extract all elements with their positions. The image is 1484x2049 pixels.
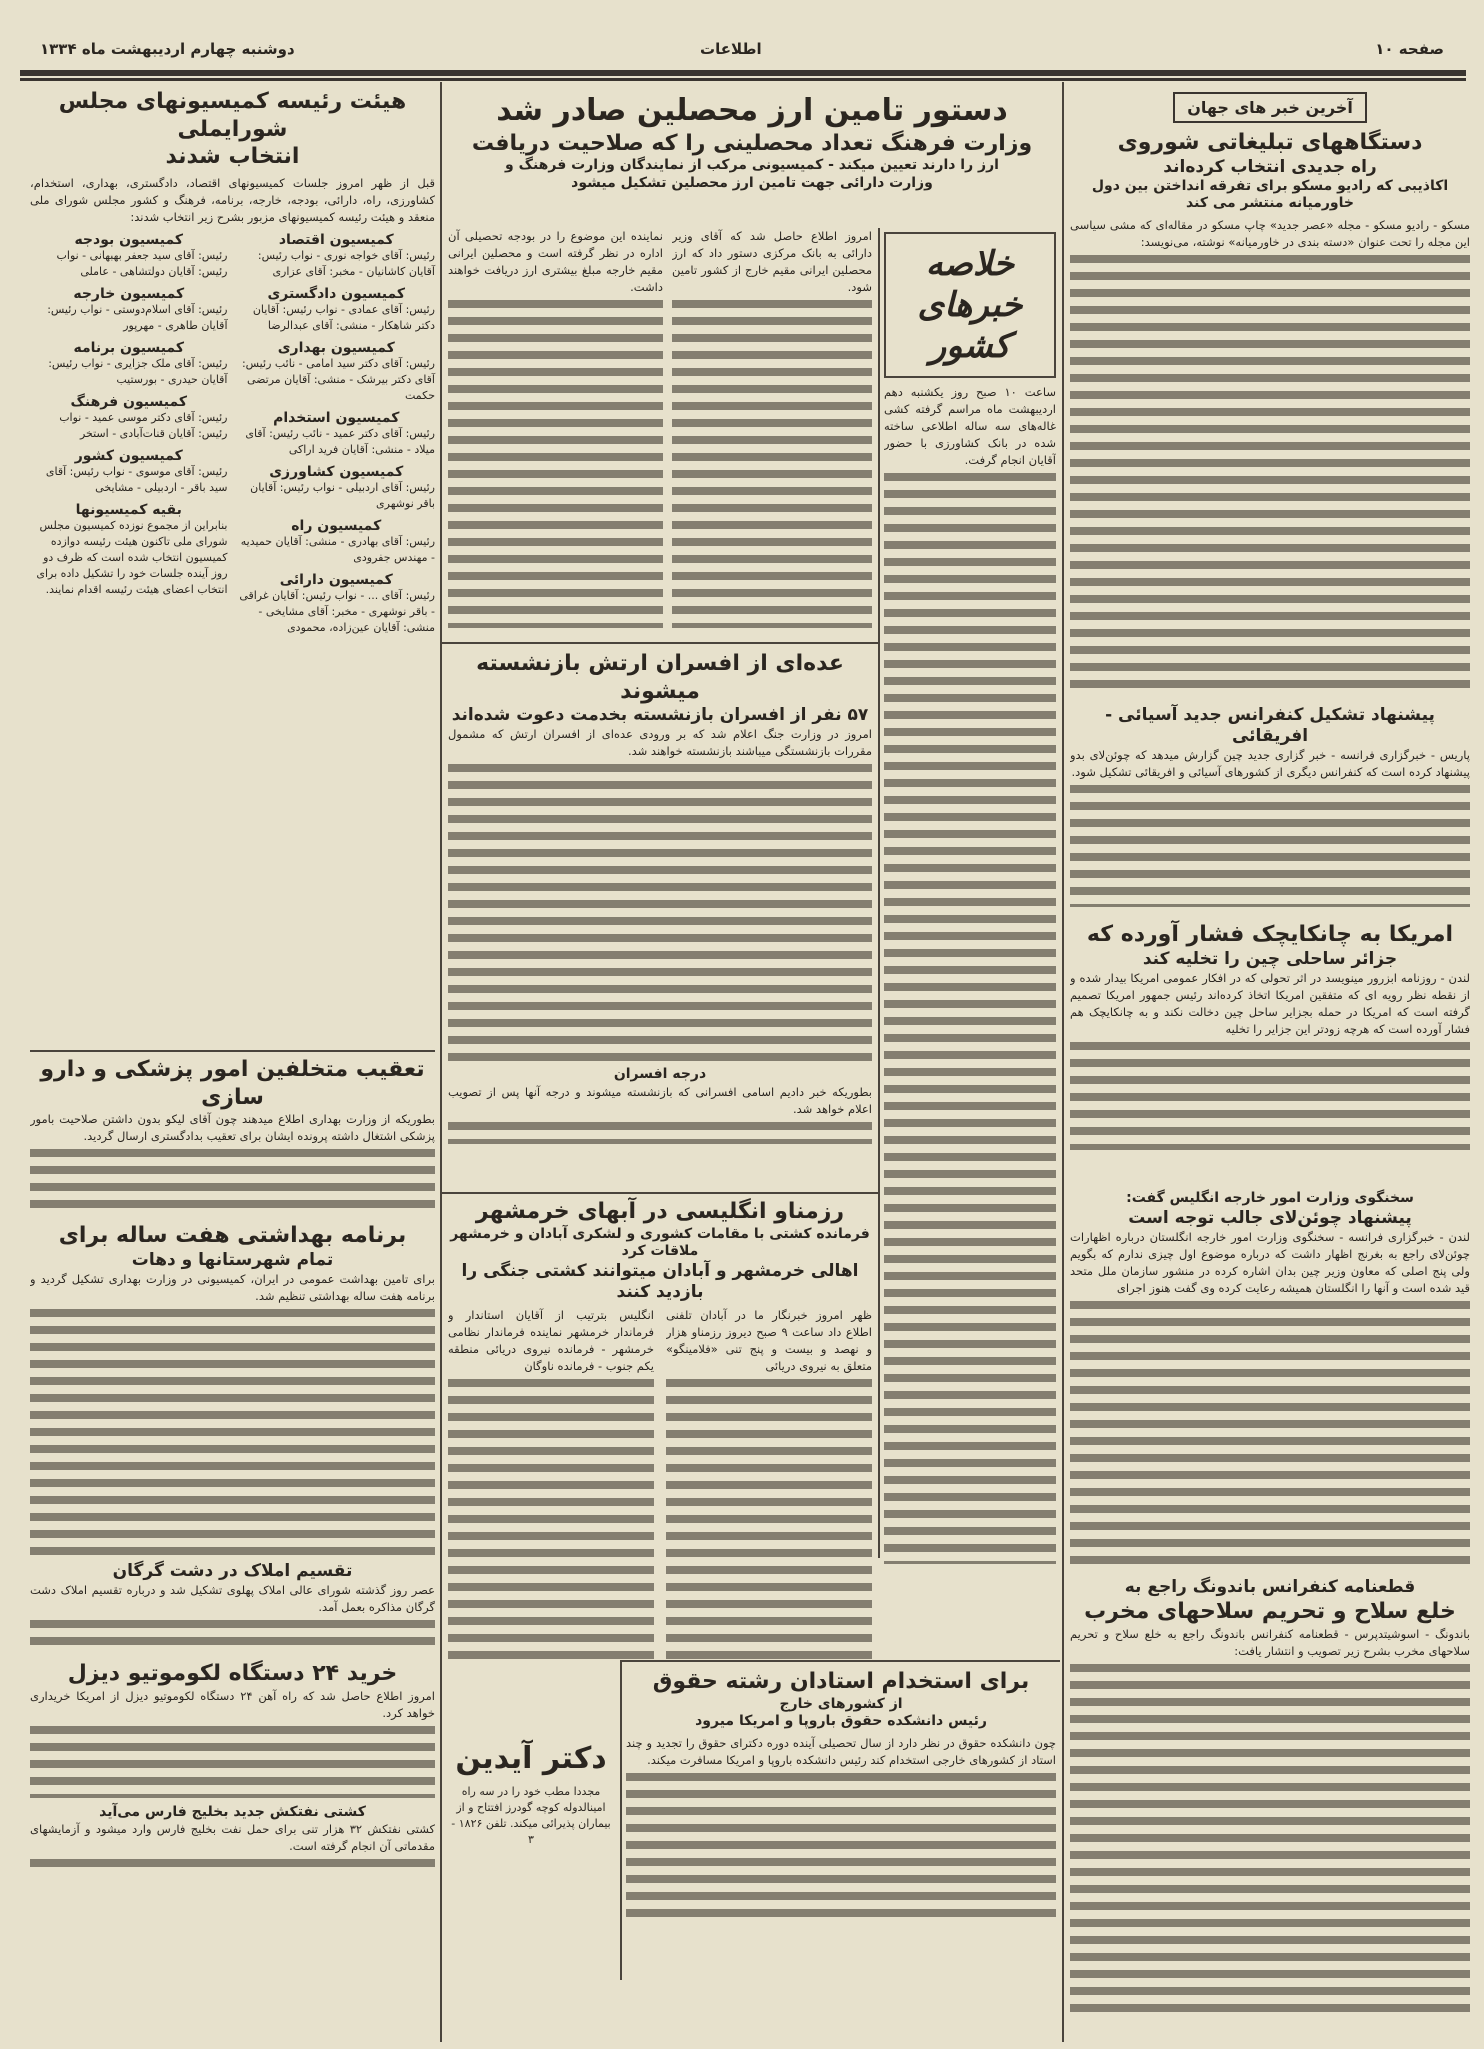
subheadline: اهالی خرمشهر و آبادان میتوانند کشتی جنگی را بازدید کنند xyxy=(461,1260,859,1302)
headline: تعقیب متخلفین امور پزشکی و دارو سازی xyxy=(40,1057,425,1110)
headline: دستور تامین ارز محصلین صادر شد xyxy=(496,93,1008,128)
article-body xyxy=(1070,970,1470,1150)
article-body xyxy=(30,1271,435,1561)
headline: خرید ۲۴ دستگاه لکوموتیو دیزل xyxy=(67,1661,398,1686)
headline: عده‌ای از افسران ارتش بازنشسته میشوند xyxy=(476,651,844,704)
column-divider xyxy=(620,1660,622,1980)
headline: دستگاههای تبلیغاتی شوروی xyxy=(1117,130,1423,155)
subheadline: فرمانده کشتی با مقامات کشوری و لشکری آبادان و خرمشهر ملاقات کرد xyxy=(450,1225,870,1259)
article-body xyxy=(626,1735,1056,1925)
commission-name: کمیسیون برنامه xyxy=(73,339,184,356)
section-box-label: آخرین خبر های جهان xyxy=(1173,92,1367,123)
subheadline: اکاذیبی که رادیو مسکو برای تفرقه انداختن بین دول خاورمیانه منتشر می کند xyxy=(1091,177,1449,212)
commission-name: کمیسیون دادگستری xyxy=(267,285,406,302)
domestic-news-summary xyxy=(884,232,1056,1564)
commission-name: کمیسیون کشاورزی xyxy=(269,463,404,480)
doctor-advertisement xyxy=(448,1740,614,1848)
divider xyxy=(30,1050,435,1052)
commission-members: رئیس: آقای موسوی - نواب رئیس: آقای سید باقر - اردبیلی - مشایخی xyxy=(45,464,228,494)
page-number: صفحه ۱۰ xyxy=(1375,40,1444,58)
newspaper-name: اطلاعات xyxy=(700,40,762,58)
article-text: امروز اطلاع حاصل شد که راه آهن ۲۴ دستگاه لکوموتیو دیزل از امریکا خریداری خواهد کرد. xyxy=(30,1688,435,1720)
kicker: سخنگوی وزارت امور خارجه انگلیس گفت: xyxy=(1126,1190,1414,1206)
main-article xyxy=(448,92,1056,192)
article-text: برای تامین بهداشت عمومی در ایران، کمیسیونی در وزارت بهداری تشکیل گردید و برنامه هفت ساله بهداشتی تنظیم شد. xyxy=(30,1271,435,1303)
article-text: قبل از ظهر امروز جلسات کمیسیونهای اقتصاد، دادگستری، بهداری، استخدام، کشاورزی، راه، دارائی، بودجه، خارجه، برنامه، فرهنگ و کشور مجلس شورای ملی منعقد و هیئت رئیسه کمیسیونهای مزبور بشرح زیر انتخاب شدند: xyxy=(30,175,435,224)
subheadline: وزارت دارائی جهت تامین ارز محصلین تشکیل میشود xyxy=(571,174,933,191)
commission-members: رئیس: آقای دکتر عمید - نائب رئیس: آقای میلاد - منشی: آقایان فرید اراکی xyxy=(245,426,435,456)
column-divider xyxy=(1062,82,1064,2042)
article-body xyxy=(30,1582,435,1652)
commission-members: بنابراین از مجموع نوزده کمیسیون مجلس شورای ملی تاکنون هیئت رئیسه دوازده کمیسیون انتخاب شده است که ظرف دو روز آینده جلسات خود را تشکیل داده برای انتخاب اعضای هیئت رئیسه اقدام نمایند. xyxy=(36,518,228,596)
commission-members: رئیس: آقای دکتر موسی عمید - نواب رئیس: آقایان قنات‌آبادی - استخر xyxy=(59,410,228,440)
subheadline: رئیس دانشکده حقوق باروپا و امریکا میرود xyxy=(695,1713,987,1729)
subheadline: ۵۷ نفر از افسران بازنشسته بخدمت دعوت شده‌اند xyxy=(451,705,869,725)
article-text: بطوریکه از وزارت بهداری اطلاع میدهند چون آقای لیکو بدون داشتن صلاحیت بامور پزشکی اشتغال داشته پرونده ایشان برای تعقیب بدادگستری ارسال گردید. xyxy=(30,1112,435,1143)
left-column-lower xyxy=(30,1056,435,1873)
commission-name: کمیسیون دارائی xyxy=(279,571,393,588)
commission-list-right xyxy=(238,226,436,1016)
column-divider xyxy=(878,228,880,1558)
subheadline: راه جدیدی انتخاب کرده‌اند xyxy=(1163,156,1377,177)
article-text: امروز اطلاع حاصل شد که آقای وزیر دارائی به بانک مرکزی دستور داد که ارز محصلین ایرانی مقیم خارج از کشور تامین شود. xyxy=(672,229,872,294)
world-news-section xyxy=(1070,92,1470,2016)
issue-date: دوشنبه چهارم اردیبهشت ماه ۱۳۳۴ xyxy=(40,40,295,58)
headline: انتخاب شدند xyxy=(165,144,300,169)
commission-lists xyxy=(30,226,435,1016)
commission-members: رئیس: آقای عمادی - نواب رئیس: آقایان دکتر شاهکار - منشی: آقای عبدالرضا xyxy=(252,302,435,332)
article-body xyxy=(1070,217,1470,697)
commission-name: بقیه کمیسیونها xyxy=(75,501,182,518)
article-text: امروز در وزارت جنگ اعلام شد که بر ورودی عده‌ای از افسران ارتش که مشمول مقررات بازنشستگی میباشند بازنشسته خواهند شد. xyxy=(448,727,872,759)
subheadline: درجه افسران xyxy=(613,1066,707,1083)
commission-name: کمیسیون اقتصاد xyxy=(278,231,394,248)
commission-members: رئیس: آقای خواجه نوری - نواب رئیس: آقایان کاشانیان - مخبر: آقای عزاری xyxy=(257,248,435,278)
headline: قطعنامه کنفرانس باندونگ راجع به xyxy=(1124,1576,1416,1597)
divider xyxy=(442,642,878,644)
article-body xyxy=(448,726,872,1066)
headline: رزمناو انگلیسی در آبهای خرمشهر xyxy=(475,1199,845,1224)
column-divider xyxy=(440,82,442,2042)
commission-name: کمیسیون استخدام xyxy=(273,409,400,426)
article-body xyxy=(30,1821,435,1873)
headline: تقسیم املاک در دشت گرگان xyxy=(112,1560,353,1581)
subheadline: وزارت فرهنگ تعداد محصلینی را که صلاحیت دریافت xyxy=(471,130,1033,156)
left-column xyxy=(30,88,435,1016)
article-text: نماینده این موضوع را در بودجه تحصیلی آن اداره در نظر گرفته است و محصلین ایرانی مقیم خارجه مبلغ بیشتری ارز دریافت خواهند داشت. xyxy=(448,229,663,294)
commission-members: رئیس: آقای سید جعفر بهبهانی - نواب رئیس: آقایان دولتشاهی - عاملی xyxy=(56,248,228,278)
commission-members: رئیس: آقای بهادری - منشی: آقایان حمیدیه - مهندس جفرودی xyxy=(240,534,435,564)
ad-text: مجددا مطب خود را در سه راه امینالدوله کوچه گودرز افتتاح و از بیماران پذیرائی میکند. تلفن ۱۸۲۶ - ۳ xyxy=(451,1784,611,1846)
commission-name: کمیسیون بهداری xyxy=(277,339,395,356)
article-text: عصر روز گذشته شورای عالی املاک پهلوی تشکیل شد و درباره تقسیم املاک دشت گرگان مذاکره بعمل آمد. xyxy=(30,1583,435,1614)
article-body xyxy=(672,228,872,628)
officers-article xyxy=(448,650,872,1144)
headline: برای استخدام استادان رشته حقوق xyxy=(652,1669,1030,1694)
subheadline: تمام شهرستانها و دهات xyxy=(131,1249,334,1270)
commission-members: رئیس: آقای ... - نواب رئیس: آقایان غراقی - باقر نوشهری - مخبر: آقای مشایخی - منشی: آقایان عین‌زاده، محمودی xyxy=(239,588,435,634)
commission-name: کمیسیون فرهنگ xyxy=(70,393,187,410)
headline: برنامه بهداشتی هفت ساله برای xyxy=(58,1223,407,1248)
article-body xyxy=(448,1307,654,1667)
commission-name: کمیسیون بودجه xyxy=(74,231,184,248)
commission-members: رئیس: آقای اسلام‌دوستی - نواب رئیس: آقایان طاهری - مهرپور xyxy=(47,302,228,332)
headline: هیئت رئیسه کمیسیونهای مجلس شورایملی xyxy=(58,89,407,142)
article-text: مسکو - رادیو مسکو - مجله «عصر جدید» چاپ مسکو در مقاله‌ای که مشی سیاسی این مجله را تحت عنوان «دسته بندی در خاورمیانه» نوشته، می‌نویسد: xyxy=(1070,217,1470,249)
article-text: ظهر امروز خبرنگار ما در آبادان تلفنی اطلاع داد ساعت ۹ صبح دیروز رزمناو هزار و نهصد و بیست و پنج تنی «فلامینگو» متعلق به نیروی دریائی xyxy=(666,1308,872,1373)
commission-members: رئیس: آقای ملک جزایری - نواب رئیس: آقایان حیدری - بورستیب xyxy=(48,356,228,386)
commission-name: کمیسیون راه xyxy=(291,517,382,534)
commission-list-left xyxy=(30,226,228,1016)
divider xyxy=(442,1192,878,1194)
headline: کشتی نفتکش جدید بخلیج فارس می‌آید xyxy=(99,1803,366,1820)
article-text: ساعت ۱۰ صبح روز یکشنبه دهم اردیبهشت ماه مراسم گرفته کشی غاله‌های سه ساله اطلاعی ساخته شده در بانک کشاورزی با حضور آقایان انجام گرفت. xyxy=(884,385,1056,468)
section-title: خلاصه خبرهای کشور xyxy=(884,232,1056,378)
divider xyxy=(620,1660,1060,1662)
headline: خلع سلاح و تحریم سلاحهای مخرب xyxy=(1084,1599,1456,1624)
article-text: انگلیس بترتیب از آقایان استاندار و فرماندار خرمشهر نماینده فرماندار نظامی خرمشهر - فرمانده نیروی دریائی منطقه یکم جنوب - فرمانده ناوگان xyxy=(448,1308,654,1373)
headline: امریکا به چانکایچک فشار آورده که xyxy=(1086,922,1454,948)
article-body xyxy=(1070,747,1470,907)
law-professors-article xyxy=(626,1668,1056,1925)
article-body xyxy=(1070,1626,1470,2016)
article-text: پاریس - خبرگزاری فرانسه - خبر گزاری جدید چین گزارش میدهد که چوئن‌لای بدو پیشنهاد کرده است که کنفرانس دیگری از کشورهای آسیائی و افریقائی تشکیل شود. xyxy=(1070,748,1470,780)
warship-article xyxy=(448,1198,872,1667)
article-body xyxy=(666,1307,872,1667)
article-text: بطوریکه خبر دادیم اسامی افسرانی که بازنشسته میشوند و درجه آنها پس از تصویب اعلام خواهد شد. xyxy=(448,1084,872,1116)
article-body xyxy=(30,1688,435,1798)
ad-title: دکتر آیدین xyxy=(455,1741,607,1776)
article-text: چون دانشکده حقوق در نظر دارد از سال تحصیلی آینده دوره دکترای حقوق را تجدید و چند استاد از کشورهای خارجی استخدام کند رئیس دانشکده باروپا و امریکا مسافرت میکند. xyxy=(626,1735,1056,1767)
subheadline: جزائر ساحلی چین را تخلیه کند xyxy=(1142,948,1398,969)
subheadline: از کشورهای خارج xyxy=(779,1695,903,1712)
article-body xyxy=(30,1111,435,1216)
commission-name: کمیسیون کشور xyxy=(74,447,183,464)
article-text: باندونگ - اسوشیتدپرس - قطعنامه کنفرانس باندونگ راجع به خلع سلاح و تحریم سلاحهای مخرب بشرح زیر تصویب و انتشار یافت: xyxy=(1070,1626,1470,1658)
commission-members: رئیس: آقای اردبیلی - نواب رئیس: آقایان باقر نوشهری xyxy=(250,480,435,510)
article-body xyxy=(884,384,1056,1564)
commission-members: رئیس: آقای دکتر سید امامی - نائب رئیس: آقای دکتر بیرشک - منشی: آقایان مرتضی حکمت xyxy=(241,356,435,402)
commission-name: کمیسیون خارجه xyxy=(73,285,185,302)
article-body xyxy=(448,228,663,628)
masthead-rule xyxy=(20,70,1466,78)
subheadline: ارز را دارند تعیین میکند - کمیسیونی مرکب از نمایندگان وزارت فرهنگ و xyxy=(505,157,999,173)
headline: پیشنهاد چوئن‌لای جالب توجه است xyxy=(1128,1207,1412,1228)
article-body xyxy=(1070,1229,1470,1569)
article-text: کشتی نفتکش ۳۲ هزار تنی برای حمل نفت بخلیج فارس وارد میشود و آزمایشهای مقدماتی آن انجام گرفته است. xyxy=(30,1822,435,1853)
headline: پیشنهاد تشکیل کنفرانس جدید آسیائی - افریقائی xyxy=(1105,704,1435,746)
article-text: لندن - خبرگزاری فرانسه - سخنگوی وزارت امور خارجه انگلستان درباره اظهارات چوئن‌لای راجع به بغرنج اظهار داشت که درباره موضوع اول چیزی ندارم که بگویم ولی پنج اصلی که معاون وزیر چین بدان اشاره کرده در منشور سازمان ملل متحد قید شده است و آنها را انگلستان همیشه رعایت کرده‌ وی گفت هنوز اجرای xyxy=(1070,1229,1470,1295)
article-body xyxy=(448,1084,872,1144)
article-text: لندن - روزنامه ابزرور مینویسد در اثر تحولی که در افکار عمومی امریکا بیدار شده و از نقطه نظر رویه ای که متفقین امریکا اتخاذ کرده‌اند رئیس جمهور امریکا تصمیم گرفته است که امریکا در حمله بجزایر ساحل چین دخالت نکند و به چانکایچک هم فشار آورده است که هرچه زودتر این جزایر را تخلیه xyxy=(1070,971,1470,1036)
